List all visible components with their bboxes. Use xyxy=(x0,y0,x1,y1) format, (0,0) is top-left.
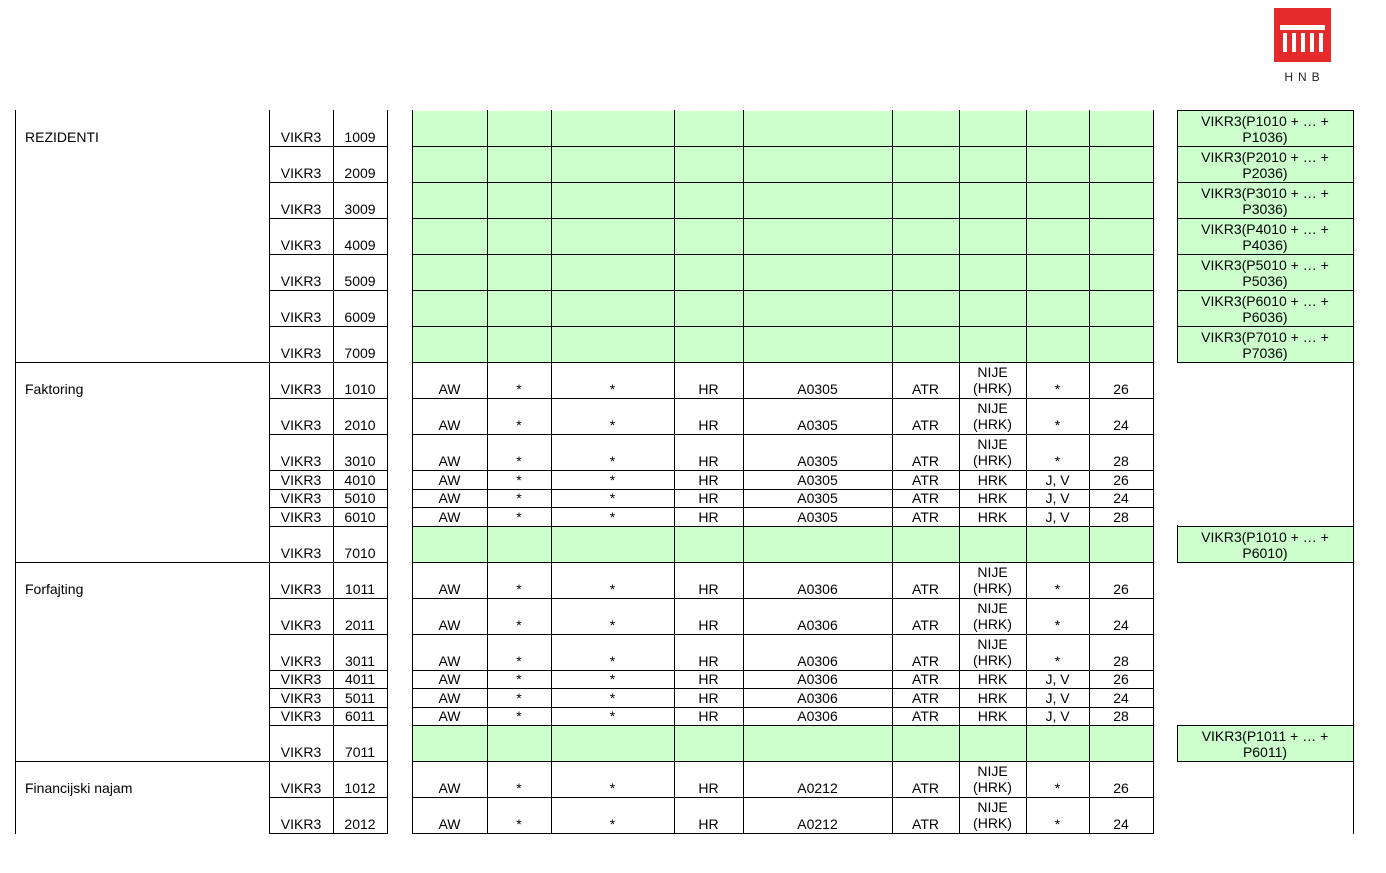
row-code: VIKR3 xyxy=(280,273,322,289)
cell-value: * xyxy=(516,690,522,706)
cell-value: * xyxy=(516,671,522,687)
cell-value: ATR xyxy=(912,816,939,832)
cell-value: HR xyxy=(698,816,719,832)
cell-value: ATR xyxy=(912,490,939,506)
cell-value: * xyxy=(516,581,522,597)
cell-value: * xyxy=(1054,816,1061,832)
cell-value: (HRK) xyxy=(973,580,1012,596)
green-cell xyxy=(413,726,1153,761)
cell-value: ATR xyxy=(912,690,939,706)
cell-value: 24 xyxy=(1113,690,1129,706)
formula-text: VIKR3(P3010 + … + xyxy=(1201,185,1329,201)
cell-value: ATR xyxy=(912,453,939,469)
cell-value: AW xyxy=(438,617,461,633)
formula-text: P3036) xyxy=(1242,201,1288,217)
cell-value: (HRK) xyxy=(973,616,1012,632)
cell-value: * xyxy=(1054,417,1061,433)
cell-value: A0305 xyxy=(797,509,838,525)
formula-text: P1036) xyxy=(1242,129,1288,145)
formula-text: VIKR3(P6010 + … + xyxy=(1201,293,1329,309)
cell-value: * xyxy=(609,581,616,597)
cell-value: * xyxy=(609,509,616,525)
cell-value: HR xyxy=(698,581,719,597)
row-number: 6009 xyxy=(344,309,376,325)
formula-text: P2036) xyxy=(1242,165,1288,181)
row-code: VIKR3 xyxy=(280,309,322,325)
cell-value: AW xyxy=(438,690,461,706)
cell-value: 28 xyxy=(1113,708,1129,724)
cell-value: HR xyxy=(698,417,719,433)
cell-value: 26 xyxy=(1113,381,1129,397)
cell-value: J, V xyxy=(1045,490,1070,506)
formula-text: VIKR3(P4010 + … + xyxy=(1201,221,1329,237)
row-code: VIKR3 xyxy=(280,509,322,525)
cell-value: (HRK) xyxy=(973,779,1012,795)
cell-value: A0305 xyxy=(797,453,838,469)
cell-value: * xyxy=(609,653,616,669)
cell-value: J, V xyxy=(1045,472,1070,488)
row-number: 5011 xyxy=(344,690,376,706)
row-number: 2012 xyxy=(344,816,376,832)
cell-value: * xyxy=(516,472,522,488)
row-number: 1012 xyxy=(344,780,376,796)
row-number: 5010 xyxy=(344,490,376,506)
row-code: VIKR3 xyxy=(280,581,322,597)
cell-value: A0305 xyxy=(797,490,838,506)
cell-value: HRK xyxy=(977,472,1008,488)
cell-value: AW xyxy=(438,509,461,525)
cell-value: A0306 xyxy=(797,671,838,687)
formula-text: P4036) xyxy=(1242,237,1288,253)
cell-value: * xyxy=(609,780,616,796)
cell-value: * xyxy=(516,816,522,832)
cell-value: A0305 xyxy=(797,472,838,488)
row-code: VIKR3 xyxy=(280,690,322,706)
row-number: 3011 xyxy=(344,653,376,669)
cell-value: NIJE xyxy=(977,436,1008,452)
cell-value: AW xyxy=(438,671,461,687)
row-number: 5009 xyxy=(344,273,376,289)
row-number: 1009 xyxy=(344,129,376,145)
cell-value: 24 xyxy=(1113,816,1129,832)
green-cell xyxy=(413,527,1153,562)
cell-value: HRK xyxy=(977,690,1008,706)
cell-value: * xyxy=(609,690,616,706)
formula-text: VIKR3(P5010 + … + xyxy=(1201,257,1329,273)
cell-value: * xyxy=(609,381,616,397)
cell-value: A0306 xyxy=(797,708,838,724)
cell-value: NIJE xyxy=(977,364,1008,380)
row-code: VIKR3 xyxy=(280,617,322,633)
cell-value: * xyxy=(1054,453,1061,469)
formula-text: VIKR3(P7010 + … + xyxy=(1201,329,1329,345)
cell-value: HR xyxy=(698,708,719,724)
cell-value: * xyxy=(516,381,522,397)
row-number: 7009 xyxy=(344,345,376,361)
cell-value: * xyxy=(1054,780,1061,796)
row-code: VIKR3 xyxy=(280,780,322,796)
cell-value: 28 xyxy=(1113,509,1129,525)
row-number: 4009 xyxy=(344,237,376,253)
row-code: VIKR3 xyxy=(280,381,322,397)
row-number: 6010 xyxy=(344,509,376,525)
row-number: 4011 xyxy=(344,671,376,687)
row-code: VIKR3 xyxy=(280,545,322,561)
cell-value: HRK xyxy=(977,509,1008,525)
row-code: VIKR3 xyxy=(280,816,322,832)
cell-value: A0306 xyxy=(797,581,838,597)
cell-value: A0306 xyxy=(797,653,838,669)
cell-value: NIJE xyxy=(977,636,1008,652)
cell-value: * xyxy=(1054,381,1061,397)
row-code: VIKR3 xyxy=(280,490,322,506)
cell-value: * xyxy=(609,671,616,687)
row-number: 7010 xyxy=(344,545,376,561)
cell-value: * xyxy=(609,472,616,488)
green-cell xyxy=(413,327,1153,362)
cell-value: AW xyxy=(438,708,461,724)
cell-value: ATR xyxy=(912,509,939,525)
green-cell xyxy=(413,291,1153,326)
row-code: VIKR3 xyxy=(280,129,322,145)
cell-value: AW xyxy=(438,453,461,469)
formula-text: VIKR3(P1010 + … + xyxy=(1201,113,1329,129)
cell-value: AW xyxy=(438,490,461,506)
cell-value: HR xyxy=(698,509,719,525)
cell-value: 26 xyxy=(1113,581,1129,597)
cell-value: A0212 xyxy=(797,816,838,832)
cell-value: 24 xyxy=(1113,490,1129,506)
cell-value: A0306 xyxy=(797,617,838,633)
cell-value: * xyxy=(516,509,522,525)
row-code: VIKR3 xyxy=(280,671,322,687)
cell-value: * xyxy=(1054,581,1061,597)
row-code: VIKR3 xyxy=(280,165,322,181)
cell-value: * xyxy=(1054,653,1061,669)
cell-value: NIJE xyxy=(977,564,1008,580)
row-code: VIKR3 xyxy=(280,345,322,361)
logo-text: HNB xyxy=(1284,70,1325,84)
group-label: Forfajting xyxy=(25,581,84,597)
cell-value: * xyxy=(609,617,616,633)
green-cell xyxy=(413,147,1153,182)
row-code: VIKR3 xyxy=(280,708,322,724)
group-label: Faktoring xyxy=(25,381,84,397)
cell-value: 26 xyxy=(1113,472,1129,488)
row-code: VIKR3 xyxy=(280,653,322,669)
formula-text: P5036) xyxy=(1242,273,1288,289)
row-number: 1010 xyxy=(344,381,376,397)
cell-value: AW xyxy=(438,472,461,488)
row-code: VIKR3 xyxy=(280,201,322,217)
cell-value: A0305 xyxy=(797,417,838,433)
cell-value: 26 xyxy=(1113,671,1129,687)
formula-text: VIKR3(P2010 + … + xyxy=(1201,149,1329,165)
cell-value: HR xyxy=(698,690,719,706)
cell-value: HR xyxy=(698,617,719,633)
cell-value: (HRK) xyxy=(973,380,1012,396)
cell-value: HRK xyxy=(977,708,1008,724)
cell-value: * xyxy=(609,453,616,469)
cell-value: J, V xyxy=(1045,671,1070,687)
cell-value: * xyxy=(516,708,522,724)
cell-value: J, V xyxy=(1045,690,1070,706)
cell-value: * xyxy=(516,617,522,633)
green-cell xyxy=(413,255,1153,290)
cell-value: ATR xyxy=(912,671,939,687)
cell-value: A0306 xyxy=(797,690,838,706)
cell-value: ATR xyxy=(912,581,939,597)
cell-value: * xyxy=(516,417,522,433)
cell-value: HR xyxy=(698,653,719,669)
cell-value: HR xyxy=(698,453,719,469)
cell-value: * xyxy=(1054,617,1061,633)
green-cell xyxy=(413,111,1153,146)
cell-value: 26 xyxy=(1113,780,1129,796)
cell-value: 28 xyxy=(1113,453,1129,469)
formula-text: P7036) xyxy=(1242,345,1288,361)
formula-text: P6036) xyxy=(1242,309,1288,325)
cell-value: 24 xyxy=(1113,617,1129,633)
row-number: 6011 xyxy=(344,708,376,724)
cell-value: * xyxy=(609,708,616,724)
group-label: Financijski najam xyxy=(25,780,133,796)
row-number: 3009 xyxy=(344,201,376,217)
cell-value: ATR xyxy=(912,472,939,488)
cell-value: AW xyxy=(438,780,461,796)
cell-value: NIJE xyxy=(977,763,1008,779)
formula-text: P6010) xyxy=(1242,545,1288,561)
cell-value: * xyxy=(609,490,616,506)
row-number: 2009 xyxy=(344,165,376,181)
formula-text: VIKR3(P1010 + … + xyxy=(1201,529,1329,545)
cell-value: * xyxy=(516,490,522,506)
cell-value: NIJE xyxy=(977,799,1008,815)
cell-value: * xyxy=(516,453,522,469)
row-code: VIKR3 xyxy=(280,453,322,469)
group-label: REZIDENTI xyxy=(25,129,99,145)
row-number: 3010 xyxy=(344,453,376,469)
cell-value: ATR xyxy=(912,780,939,796)
cell-value: (HRK) xyxy=(973,652,1012,668)
green-cell xyxy=(413,183,1153,218)
row-number: 4010 xyxy=(344,472,376,488)
cell-value: ATR xyxy=(912,617,939,633)
cell-value: * xyxy=(609,816,616,832)
cell-value: NIJE xyxy=(977,400,1008,416)
cell-value: AW xyxy=(438,417,461,433)
cell-value: HR xyxy=(698,780,719,796)
row-number: 7011 xyxy=(344,744,376,760)
cell-value: HR xyxy=(698,671,719,687)
cell-value: AW xyxy=(438,653,461,669)
cell-value: HR xyxy=(698,490,719,506)
cell-value: A0305 xyxy=(797,381,838,397)
formula-text: VIKR3(P1011 + … + xyxy=(1201,728,1329,744)
row-number: 1011 xyxy=(344,581,376,597)
cell-value: ATR xyxy=(912,417,939,433)
row-number: 2010 xyxy=(344,417,376,433)
cell-value: 24 xyxy=(1113,417,1129,433)
cell-value: A0212 xyxy=(797,780,838,796)
cell-value: * xyxy=(516,780,522,796)
cell-value: * xyxy=(516,653,522,669)
cell-value: (HRK) xyxy=(973,452,1012,468)
cell-value: * xyxy=(609,417,616,433)
cell-value: (HRK) xyxy=(973,815,1012,831)
cell-value: ATR xyxy=(912,381,939,397)
cell-value: J, V xyxy=(1045,509,1070,525)
row-code: VIKR3 xyxy=(280,237,322,253)
cell-value: NIJE xyxy=(977,600,1008,616)
cell-value: HRK xyxy=(977,490,1008,506)
cell-value: (HRK) xyxy=(973,416,1012,432)
cell-value: AW xyxy=(438,816,461,832)
cell-value: 28 xyxy=(1113,653,1129,669)
cell-value: HR xyxy=(698,381,719,397)
cell-value: J, V xyxy=(1045,708,1070,724)
cell-value: HR xyxy=(698,472,719,488)
row-code: VIKR3 xyxy=(280,417,322,433)
formula-text: P6011) xyxy=(1242,744,1288,760)
cell-value: AW xyxy=(438,381,461,397)
row-code: VIKR3 xyxy=(280,744,322,760)
cell-value: HRK xyxy=(977,671,1008,687)
cell-value: AW xyxy=(438,581,461,597)
row-code: VIKR3 xyxy=(280,472,322,488)
cell-value: ATR xyxy=(912,708,939,724)
cell-value: ATR xyxy=(912,653,939,669)
row-number: 2011 xyxy=(344,617,376,633)
green-cell xyxy=(413,219,1153,254)
